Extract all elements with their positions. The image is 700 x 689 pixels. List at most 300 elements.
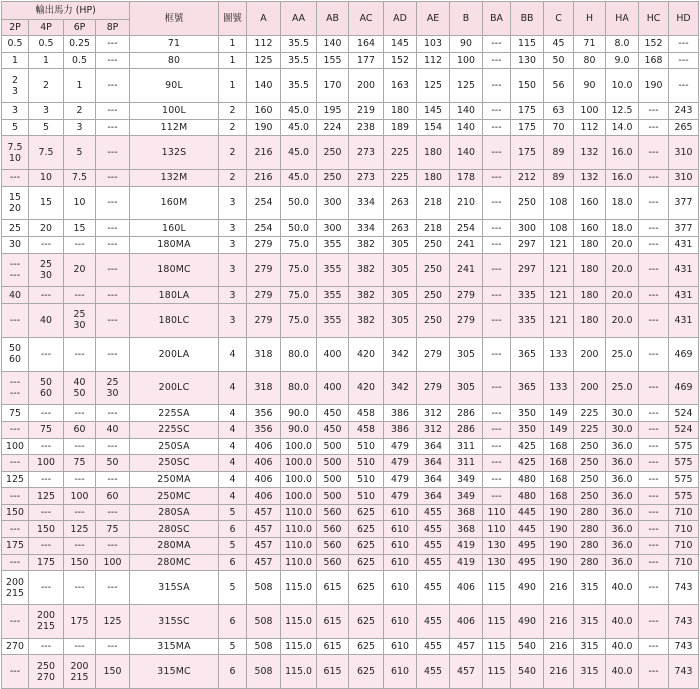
dim-bb-cell: 445 xyxy=(511,504,544,521)
dim-bb-cell: 425 xyxy=(511,455,544,472)
hp-8p-cell: --- xyxy=(96,220,130,237)
frame-cell: 250SA xyxy=(130,438,219,455)
dim-ad-cell: 610 xyxy=(384,554,417,571)
figure-cell: 6 xyxy=(219,655,247,689)
dim-h-cell: 315 xyxy=(574,605,606,639)
dim-ae-cell: 218 xyxy=(417,220,450,237)
dim-hd-cell: 431 xyxy=(669,236,699,253)
dim-a-cell: 508 xyxy=(247,638,281,655)
dim-header-h: H xyxy=(574,2,606,36)
dim-c-cell: 149 xyxy=(544,421,574,438)
figure-header: 圖號 xyxy=(219,2,247,36)
dim-aa-cell: 35.5 xyxy=(281,69,317,103)
figure-cell: 4 xyxy=(219,471,247,488)
dim-b-cell: 210 xyxy=(450,186,483,220)
dim-a-cell: 279 xyxy=(247,253,281,287)
dim-ad-cell: 189 xyxy=(384,119,417,136)
pole-header-2p: 2P xyxy=(2,20,29,36)
dim-h-cell: 160 xyxy=(574,186,606,220)
dim-ae-cell: 312 xyxy=(417,421,450,438)
dim-c-cell: 70 xyxy=(544,119,574,136)
dim-ad-cell: 610 xyxy=(384,605,417,639)
dim-ba-cell: --- xyxy=(483,337,511,371)
dim-hd-cell: 575 xyxy=(669,438,699,455)
figure-cell: 3 xyxy=(219,287,247,304)
frame-cell: 315SA xyxy=(130,571,219,605)
dim-ba-cell: 115 xyxy=(483,655,511,689)
figure-cell: 6 xyxy=(219,605,247,639)
hp-2p-cell: --- xyxy=(2,655,29,689)
dim-ae-cell: 455 xyxy=(417,605,450,639)
dim-ha-cell: 40.0 xyxy=(606,571,639,605)
frame-cell: 250SC xyxy=(130,455,219,472)
dim-aa-cell: 100.0 xyxy=(281,455,317,472)
dim-h-cell: 200 xyxy=(574,337,606,371)
dim-ad-cell: 305 xyxy=(384,236,417,253)
dim-ha-cell: 16.0 xyxy=(606,136,639,170)
dim-ha-cell: 12.5 xyxy=(606,102,639,119)
dim-ab-cell: 250 xyxy=(317,136,349,170)
dim-ab-cell: 500 xyxy=(317,471,349,488)
dim-ac-cell: 510 xyxy=(349,471,384,488)
dim-c-cell: 216 xyxy=(544,571,574,605)
dim-ba-cell: --- xyxy=(483,253,511,287)
dim-b-cell: 457 xyxy=(450,655,483,689)
dim-ad-cell: 479 xyxy=(384,455,417,472)
dim-a-cell: 279 xyxy=(247,303,281,337)
frame-cell: 315MA xyxy=(130,638,219,655)
dim-bb-cell: 445 xyxy=(511,521,544,538)
dim-ad-cell: 386 xyxy=(384,405,417,422)
pole-header-6p: 6P xyxy=(64,20,96,36)
hp-8p-cell: --- xyxy=(96,638,130,655)
dim-ae-cell: 455 xyxy=(417,554,450,571)
dim-ad-cell: 610 xyxy=(384,538,417,555)
frame-cell: 180MC xyxy=(130,253,219,287)
dim-ad-cell: 305 xyxy=(384,303,417,337)
dim-bb-cell: 480 xyxy=(511,471,544,488)
dim-bb-cell: 175 xyxy=(511,102,544,119)
hp-4p-cell: --- xyxy=(29,438,64,455)
dim-hc-cell: 168 xyxy=(639,52,669,69)
frame-cell: 100L xyxy=(130,102,219,119)
dim-ab-cell: 400 xyxy=(317,337,349,371)
dim-ad-cell: 610 xyxy=(384,655,417,689)
dim-bb-cell: 150 xyxy=(511,69,544,103)
dim-ae-cell: 312 xyxy=(417,405,450,422)
dim-ba-cell: --- xyxy=(483,488,511,505)
hp-8p-cell: --- xyxy=(96,504,130,521)
dim-header-ba: BA xyxy=(483,2,511,36)
dim-hc-cell: --- xyxy=(639,303,669,337)
hp-8p-cell: 100 xyxy=(96,554,130,571)
dim-aa-cell: 45.0 xyxy=(281,102,317,119)
dim-a-cell: 508 xyxy=(247,655,281,689)
dim-h-cell: 132 xyxy=(574,136,606,170)
dim-bb-cell: 335 xyxy=(511,303,544,337)
dim-hc-cell: --- xyxy=(639,102,669,119)
dim-bb-cell: 130 xyxy=(511,52,544,69)
figure-cell: 3 xyxy=(219,186,247,220)
dim-bb-cell: 350 xyxy=(511,405,544,422)
dim-hc-cell: --- xyxy=(639,371,669,405)
dim-hc-cell: --- xyxy=(639,287,669,304)
dim-h-cell: 280 xyxy=(574,521,606,538)
figure-cell: 4 xyxy=(219,488,247,505)
dim-b-cell: 90 xyxy=(450,36,483,53)
table-row xyxy=(2,303,699,337)
dim-ae-cell: 145 xyxy=(417,102,450,119)
hp-2p-cell: 175 xyxy=(2,538,29,555)
dim-ha-cell: 25.0 xyxy=(606,371,639,405)
dim-ac-cell: 273 xyxy=(349,136,384,170)
figure-cell: 6 xyxy=(219,554,247,571)
dim-ab-cell: 615 xyxy=(317,571,349,605)
dim-ad-cell: 479 xyxy=(384,438,417,455)
dim-ab-cell: 500 xyxy=(317,438,349,455)
dim-b-cell: 457 xyxy=(450,638,483,655)
dim-aa-cell: 80.0 xyxy=(281,371,317,405)
frame-cell: 280MC xyxy=(130,554,219,571)
dim-c-cell: 216 xyxy=(544,655,574,689)
dim-c-cell: 121 xyxy=(544,303,574,337)
table-row xyxy=(2,605,699,639)
dim-c-cell: 89 xyxy=(544,169,574,186)
dim-c-cell: 108 xyxy=(544,220,574,237)
dim-hc-cell: --- xyxy=(639,236,669,253)
figure-cell: 4 xyxy=(219,438,247,455)
dim-ba-cell: --- xyxy=(483,136,511,170)
dim-ac-cell: 382 xyxy=(349,287,384,304)
dim-ab-cell: 355 xyxy=(317,236,349,253)
hp-8p-cell: --- xyxy=(96,287,130,304)
dim-h-cell: 80 xyxy=(574,52,606,69)
dim-ac-cell: 625 xyxy=(349,571,384,605)
hp-4p-cell: 20 xyxy=(29,220,64,237)
hp-2p-cell: 40 xyxy=(2,287,29,304)
dim-hc-cell: --- xyxy=(639,655,669,689)
dim-a-cell: 406 xyxy=(247,471,281,488)
pole-header-8p: 8P xyxy=(96,20,130,36)
hp-4p-cell: 7.5 xyxy=(29,136,64,170)
dim-hc-cell: --- xyxy=(639,554,669,571)
frame-cell: 90L xyxy=(130,69,219,103)
dim-ae-cell: 103 xyxy=(417,36,450,53)
figure-cell: 4 xyxy=(219,405,247,422)
dim-bb-cell: 350 xyxy=(511,421,544,438)
dim-h-cell: 100 xyxy=(574,102,606,119)
dim-aa-cell: 115.0 xyxy=(281,605,317,639)
hp-4p-cell: 100 xyxy=(29,455,64,472)
dim-h-cell: 250 xyxy=(574,488,606,505)
table-body xyxy=(2,36,699,689)
dim-aa-cell: 50.0 xyxy=(281,220,317,237)
dim-ac-cell: 458 xyxy=(349,405,384,422)
dim-hd-cell: 524 xyxy=(669,405,699,422)
dim-a-cell: 254 xyxy=(247,220,281,237)
dim-aa-cell: 110.0 xyxy=(281,521,317,538)
dim-c-cell: 133 xyxy=(544,371,574,405)
table-row xyxy=(2,220,699,237)
figure-cell: 3 xyxy=(219,253,247,287)
dim-h-cell: 280 xyxy=(574,554,606,571)
hp-group-header: 輸出馬力 (HP) xyxy=(2,2,130,20)
dim-ba-cell: --- xyxy=(483,102,511,119)
dim-h-cell: 315 xyxy=(574,571,606,605)
hp-8p-cell: 40 xyxy=(96,421,130,438)
table-row xyxy=(2,521,699,538)
hp-8p-cell: 150 xyxy=(96,655,130,689)
table-row xyxy=(2,455,699,472)
dim-c-cell: 168 xyxy=(544,488,574,505)
table-row xyxy=(2,471,699,488)
hp-6p-cell: 60 xyxy=(64,421,96,438)
dim-hc-cell: --- xyxy=(639,504,669,521)
dim-ad-cell: 610 xyxy=(384,571,417,605)
dim-ad-cell: 610 xyxy=(384,638,417,655)
hp-6p-cell: 200 215 xyxy=(64,655,96,689)
hp-6p-cell: 125 xyxy=(64,521,96,538)
dim-ba-cell: --- xyxy=(483,220,511,237)
hp-4p-cell: --- xyxy=(29,638,64,655)
dim-ad-cell: 479 xyxy=(384,488,417,505)
dim-hd-cell: 743 xyxy=(669,638,699,655)
dim-hd-cell: 710 xyxy=(669,504,699,521)
dim-c-cell: 216 xyxy=(544,605,574,639)
frame-cell: 80 xyxy=(130,52,219,69)
hp-8p-cell: --- xyxy=(96,136,130,170)
dim-ae-cell: 125 xyxy=(417,69,450,103)
dim-ac-cell: 238 xyxy=(349,119,384,136)
dim-aa-cell: 100.0 xyxy=(281,471,317,488)
dim-ac-cell: 420 xyxy=(349,371,384,405)
dim-aa-cell: 45.0 xyxy=(281,169,317,186)
dim-bb-cell: 175 xyxy=(511,119,544,136)
dim-h-cell: 200 xyxy=(574,371,606,405)
dim-a-cell: 318 xyxy=(247,371,281,405)
hp-2p-cell: --- xyxy=(2,169,29,186)
table-row xyxy=(2,337,699,371)
hp-2p-cell: --- xyxy=(2,554,29,571)
figure-cell: 5 xyxy=(219,638,247,655)
dim-c-cell: 63 xyxy=(544,102,574,119)
dim-ae-cell: 455 xyxy=(417,571,450,605)
dim-ab-cell: 400 xyxy=(317,371,349,405)
dim-c-cell: 190 xyxy=(544,504,574,521)
dim-b-cell: 406 xyxy=(450,605,483,639)
figure-cell: 1 xyxy=(219,36,247,53)
dim-hc-cell: --- xyxy=(639,169,669,186)
dim-hc-cell: --- xyxy=(639,438,669,455)
dim-bb-cell: 480 xyxy=(511,488,544,505)
dim-hd-cell: 310 xyxy=(669,169,699,186)
dim-ac-cell: 625 xyxy=(349,521,384,538)
dim-ab-cell: 615 xyxy=(317,605,349,639)
table-row xyxy=(2,538,699,555)
dim-aa-cell: 80.0 xyxy=(281,337,317,371)
dim-ba-cell: --- xyxy=(483,186,511,220)
dim-ac-cell: 458 xyxy=(349,421,384,438)
dim-ba-cell: --- xyxy=(483,471,511,488)
dim-ha-cell: 20.0 xyxy=(606,253,639,287)
dim-bb-cell: 540 xyxy=(511,655,544,689)
hp-6p-cell: 0.5 xyxy=(64,52,96,69)
hp-2p-cell: 125 xyxy=(2,471,29,488)
hp-4p-cell: 40 xyxy=(29,303,64,337)
dim-hd-cell: 265 xyxy=(669,119,699,136)
hp-8p-cell: --- xyxy=(96,337,130,371)
dim-ac-cell: 334 xyxy=(349,220,384,237)
dim-b-cell: 286 xyxy=(450,405,483,422)
hp-2p-cell: --- xyxy=(2,521,29,538)
dim-a-cell: 279 xyxy=(247,287,281,304)
dim-hd-cell: 243 xyxy=(669,102,699,119)
dim-a-cell: 457 xyxy=(247,521,281,538)
dim-hd-cell: 431 xyxy=(669,253,699,287)
dim-a-cell: 406 xyxy=(247,438,281,455)
dim-bb-cell: 425 xyxy=(511,438,544,455)
dim-ba-cell: --- xyxy=(483,287,511,304)
figure-cell: 4 xyxy=(219,337,247,371)
dim-b-cell: 279 xyxy=(450,287,483,304)
dim-h-cell: 225 xyxy=(574,421,606,438)
dim-b-cell: 279 xyxy=(450,303,483,337)
dim-hd-cell: 377 xyxy=(669,186,699,220)
dim-c-cell: 121 xyxy=(544,253,574,287)
dim-ba-cell: --- xyxy=(483,119,511,136)
dim-ha-cell: 25.0 xyxy=(606,337,639,371)
hp-4p-cell: 25 30 xyxy=(29,253,64,287)
dim-b-cell: 349 xyxy=(450,471,483,488)
dim-ba-cell: --- xyxy=(483,303,511,337)
dim-ac-cell: 164 xyxy=(349,36,384,53)
frame-cell: 315SC xyxy=(130,605,219,639)
pole-header-4p: 4P xyxy=(29,20,64,36)
figure-cell: 4 xyxy=(219,421,247,438)
dim-h-cell: 71 xyxy=(574,36,606,53)
dim-h-cell: 180 xyxy=(574,287,606,304)
dim-hd-cell: 310 xyxy=(669,136,699,170)
dim-hc-cell: 152 xyxy=(639,36,669,53)
dim-a-cell: 356 xyxy=(247,405,281,422)
figure-cell: 5 xyxy=(219,504,247,521)
dim-ab-cell: 500 xyxy=(317,455,349,472)
figure-cell: 4 xyxy=(219,455,247,472)
dim-ab-cell: 560 xyxy=(317,554,349,571)
dim-ab-cell: 560 xyxy=(317,538,349,555)
dim-b-cell: 368 xyxy=(450,521,483,538)
dim-c-cell: 121 xyxy=(544,236,574,253)
frame-cell: 112M xyxy=(130,119,219,136)
dim-h-cell: 180 xyxy=(574,253,606,287)
figure-cell: 2 xyxy=(219,136,247,170)
hp-6p-cell: 150 xyxy=(64,554,96,571)
dim-h-cell: 90 xyxy=(574,69,606,103)
dim-ad-cell: 163 xyxy=(384,69,417,103)
dim-bb-cell: 297 xyxy=(511,236,544,253)
dim-h-cell: 132 xyxy=(574,169,606,186)
dim-b-cell: 311 xyxy=(450,438,483,455)
hp-2p-cell: --- xyxy=(2,605,29,639)
dim-ba-cell: --- xyxy=(483,69,511,103)
hp-2p-cell: 30 xyxy=(2,236,29,253)
dim-aa-cell: 45.0 xyxy=(281,119,317,136)
figure-cell: 2 xyxy=(219,119,247,136)
dim-ac-cell: 420 xyxy=(349,337,384,371)
dim-ba-cell: 110 xyxy=(483,521,511,538)
dim-hd-cell: 431 xyxy=(669,303,699,337)
dim-h-cell: 180 xyxy=(574,303,606,337)
dim-ba-cell: --- xyxy=(483,438,511,455)
dim-ha-cell: 40.0 xyxy=(606,605,639,639)
dim-ac-cell: 334 xyxy=(349,186,384,220)
hp-4p-cell: 250 270 xyxy=(29,655,64,689)
dim-c-cell: 89 xyxy=(544,136,574,170)
dim-ae-cell: 250 xyxy=(417,253,450,287)
dim-h-cell: 112 xyxy=(574,119,606,136)
dim-c-cell: 56 xyxy=(544,69,574,103)
dim-hd-cell: 743 xyxy=(669,605,699,639)
dim-c-cell: 190 xyxy=(544,521,574,538)
frame-cell: 180LC xyxy=(130,303,219,337)
figure-cell: 5 xyxy=(219,571,247,605)
dim-hc-cell: --- xyxy=(639,521,669,538)
dim-header-hd: HD xyxy=(669,2,699,36)
dim-ab-cell: 140 xyxy=(317,36,349,53)
dim-aa-cell: 75.0 xyxy=(281,236,317,253)
hp-6p-cell: --- xyxy=(64,571,96,605)
hp-2p-cell: 200 215 xyxy=(2,571,29,605)
table-row xyxy=(2,69,699,103)
hp-4p-cell: 15 xyxy=(29,186,64,220)
dim-hd-cell: 743 xyxy=(669,655,699,689)
dim-ab-cell: 195 xyxy=(317,102,349,119)
dim-ha-cell: 20.0 xyxy=(606,287,639,304)
dim-ba-cell: --- xyxy=(483,52,511,69)
dim-a-cell: 190 xyxy=(247,119,281,136)
dim-a-cell: 356 xyxy=(247,421,281,438)
dim-ab-cell: 355 xyxy=(317,303,349,337)
hp-2p-cell: 15 20 xyxy=(2,186,29,220)
dim-c-cell: 121 xyxy=(544,287,574,304)
table-row xyxy=(2,52,699,69)
dim-ab-cell: 355 xyxy=(317,287,349,304)
dim-ad-cell: 225 xyxy=(384,136,417,170)
dim-header-b: B xyxy=(450,2,483,36)
dim-aa-cell: 110.0 xyxy=(281,504,317,521)
dim-ad-cell: 305 xyxy=(384,253,417,287)
dim-ad-cell: 305 xyxy=(384,287,417,304)
dim-ac-cell: 625 xyxy=(349,638,384,655)
hp-4p-cell: --- xyxy=(29,471,64,488)
dim-hd-cell: 431 xyxy=(669,287,699,304)
dim-ac-cell: 625 xyxy=(349,605,384,639)
hp-8p-cell: --- xyxy=(96,119,130,136)
dim-aa-cell: 100.0 xyxy=(281,488,317,505)
dim-ae-cell: 455 xyxy=(417,521,450,538)
dim-c-cell: 108 xyxy=(544,186,574,220)
dim-header-ad: AD xyxy=(384,2,417,36)
dim-hd-cell: 575 xyxy=(669,471,699,488)
table-row xyxy=(2,236,699,253)
dim-ac-cell: 625 xyxy=(349,554,384,571)
dim-ab-cell: 250 xyxy=(317,169,349,186)
dim-ad-cell: 342 xyxy=(384,371,417,405)
hp-8p-cell: --- xyxy=(96,236,130,253)
dim-ha-cell: 36.0 xyxy=(606,455,639,472)
dim-ab-cell: 355 xyxy=(317,253,349,287)
dim-b-cell: 125 xyxy=(450,69,483,103)
